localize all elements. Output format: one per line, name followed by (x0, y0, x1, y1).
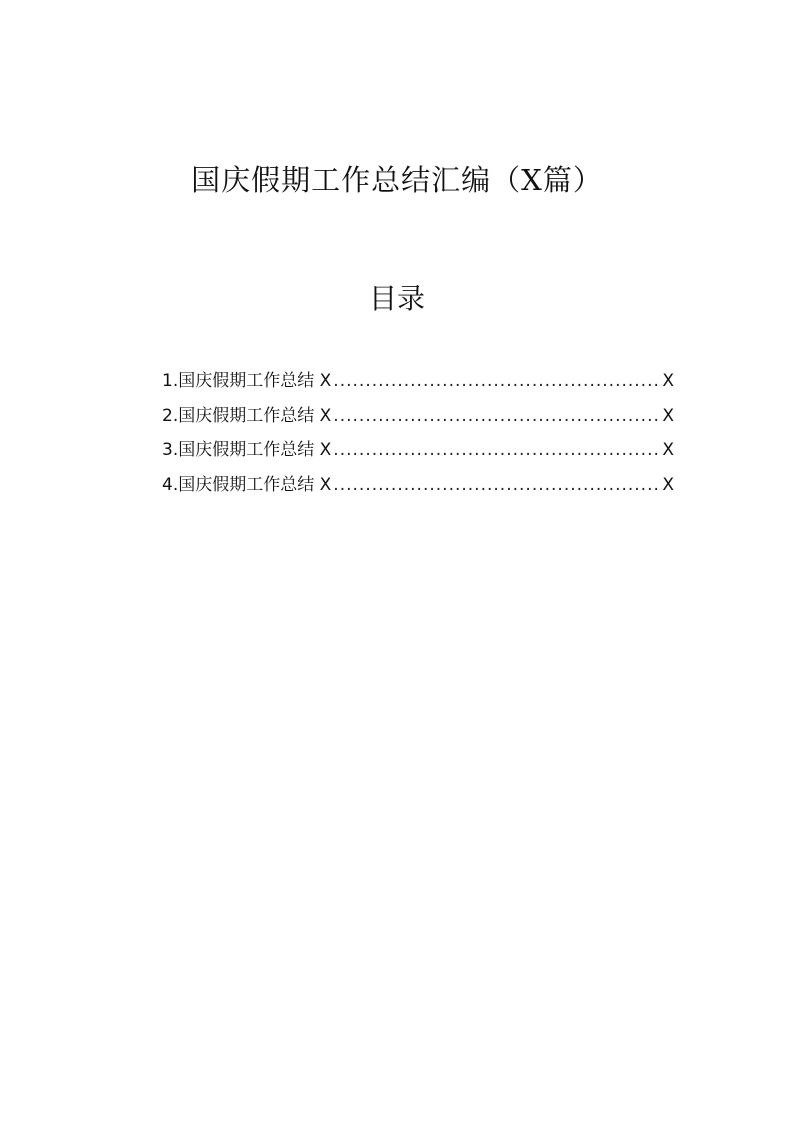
toc-entry-1[interactable] (162, 366, 674, 401)
toc-entry-text: 国庆假期工作总结 X (178, 405, 332, 426)
document-title: 国庆假期工作总结汇编（X篇） (191, 163, 603, 197)
toc-entry-number: 3. (162, 440, 179, 460)
table-of-contents (162, 366, 674, 504)
toc-dot-leader (333, 470, 660, 500)
toc-entry-number: 2. (162, 405, 179, 426)
toc-entry-text: 国庆假期工作总结 X (178, 440, 332, 460)
toc-dot-leader (333, 401, 660, 431)
toc-entry-text: 国庆假期工作总结 X (178, 371, 332, 391)
toc-entry-4[interactable] (162, 470, 674, 505)
toc-entry-page: X (662, 440, 674, 460)
toc-entry-text: 国庆假期工作总结 X (178, 474, 332, 495)
toc-dot-leader (333, 435, 660, 465)
toc-entry-2[interactable] (162, 401, 674, 436)
toc-entry-3[interactable] (162, 435, 674, 470)
toc-dot-leader (333, 366, 660, 396)
toc-entry-page: X (662, 405, 674, 426)
toc-entry-number: 4. (162, 474, 179, 495)
toc-entry-page: X (662, 371, 674, 391)
toc-entry-page: X (662, 474, 674, 495)
toc-heading: 目录 (368, 282, 425, 315)
toc-entry-number: 1. (162, 371, 179, 391)
